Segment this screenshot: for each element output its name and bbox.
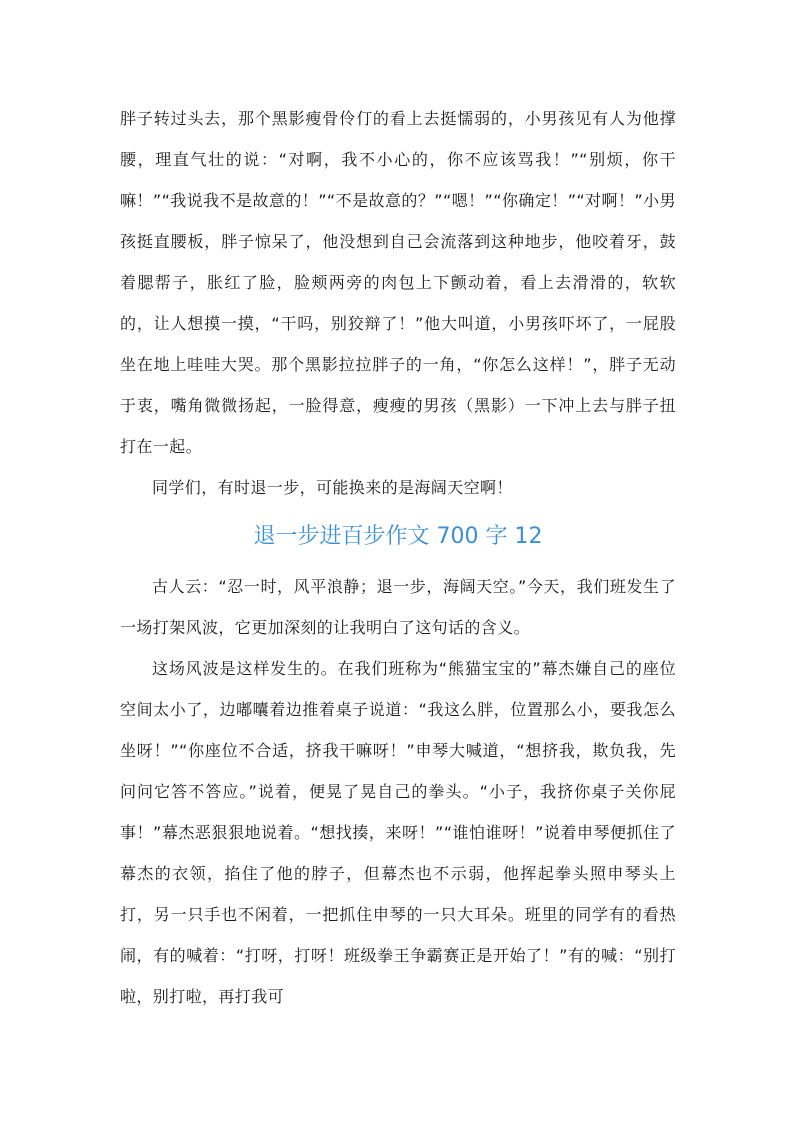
paragraph-story-continuation: 胖子转过头去，那个黑影瘦骨伶仃的看上去挺懦弱的，小男孩见有人为他撑腰，理直气壮的说：“对啊，我不小心的，你不应该骂我！”“别烦，你干嘛！”“我说我不是故意的！”“不是故意的？”“嗯！”“你确定！”“对啊！”小男孩挺直腰板，胖子惊呆了，他没想到自己会流落到这种地步，他咬着牙，鼓着腮帮子，胀红了脸，脸颊两旁的肉包上下颤动着，看上去滑滑的，软软的，让人想摸一摸，“干吗，别狡辩了！”他大叫道，小男孩吓坏了，一屁股坐在地上哇哇大哭。那个黑影拉拉胖子的一角，“你怎么这样！”，胖子无动于衷，嘴角微微扬起，一脸得意，瘦瘦的男孩（黑影）一下冲上去与胖子扭打在一起。 bbox=[120, 109, 676, 456]
essay-heading: 退一步进百步作文 700 字 12 bbox=[253, 524, 543, 549]
paragraph-conclusion: 同学们，有时退一步，可能换来的是海阔天空啊！ bbox=[152, 478, 513, 497]
paragraph-fight-story: 这场风波是这样发生的。在我们班称为“熊猫宝宝的”幕杰嫌自己的座位空间太小了，边嘟囔着边推着桌子说道：“我这么胖，位置那么小，要我怎么坐呀！”“你座位不合适，挤我干嘛呀！”申琴大喊道，“想挤我，欺负我，先问问它答不答应。”说着，便晃了晃自己的拳头。“小子，我挤你桌子关你屁事！”幕杰恶狠狠地说着。“想找揍，来呀！”“谁怕谁呀！”说着申琴便抓住了幕杰的衣领，掐住了他的脖子，但幕杰也不示弱，他挥起拳头照申琴头上打，另一只手也不闲着，一把抓住申琴的一只大耳朵。班里的同学有的看热闹，有的喊着：“打呀，打呀！班级拳王争霸赛正是开始了！”有的喊：“别打啦，别打啦，再打我可 bbox=[120, 659, 676, 1006]
paragraph-intro: 古人云：“忍一时，风平浪静；退一步，海阔天空。”今天，我们班发生了一场打架风波，它更加深刻的让我明白了这句话的含义。 bbox=[120, 577, 676, 637]
document-page bbox=[120, 98, 676, 1017]
